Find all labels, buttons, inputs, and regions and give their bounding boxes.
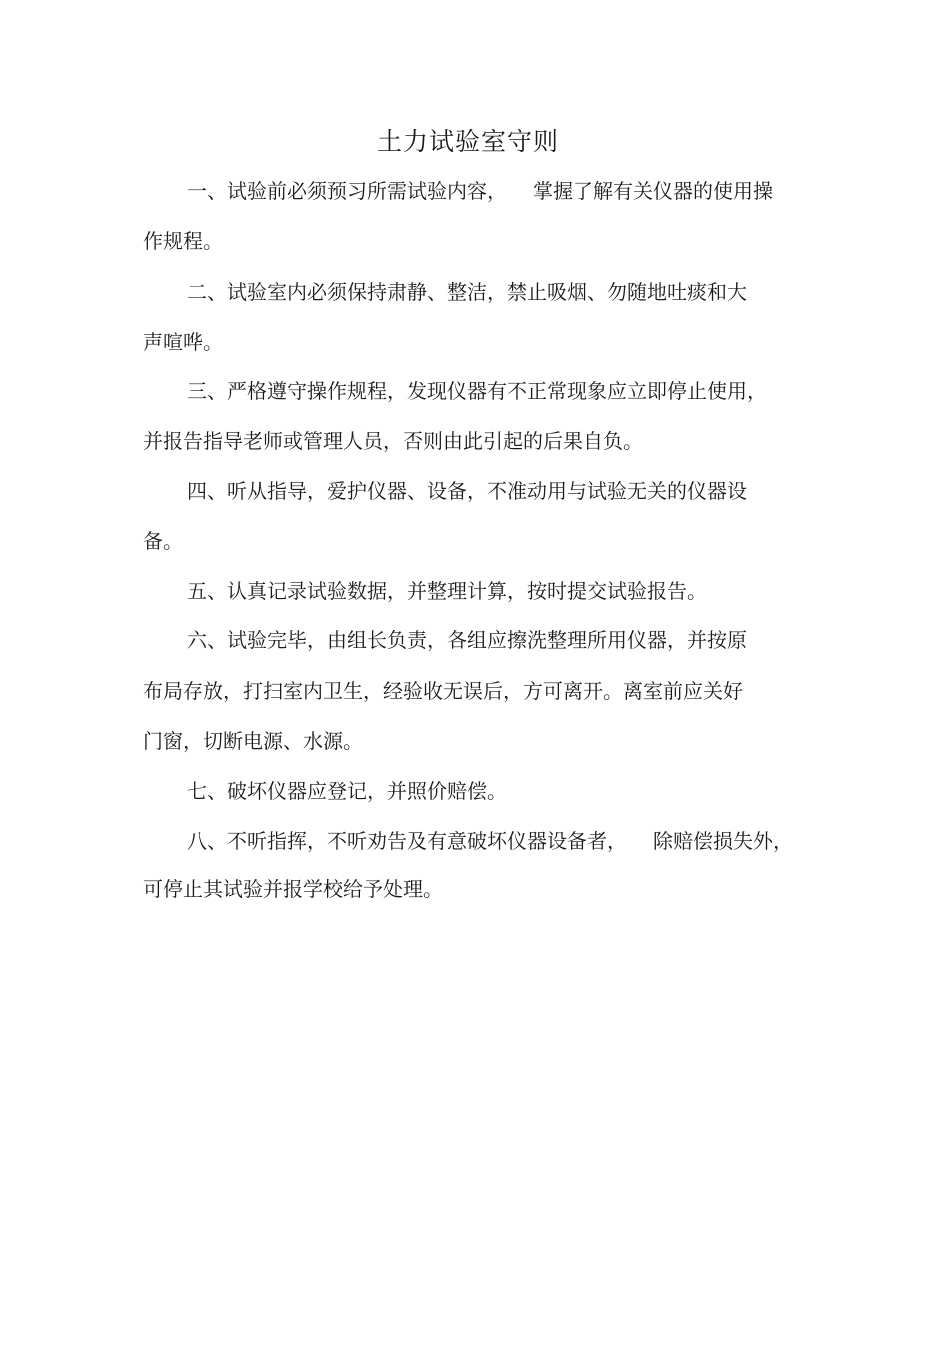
rule-2-line-1: 二、试验室内必须保持肃静、整洁，禁止吸烟、勿随地吐痰和大 (187, 280, 747, 304)
rule-4-line-2: 备。 (143, 529, 183, 553)
rule-4-line-1: 四、听从指导，爱护仪器、设备，不准动用与试验无关的仪器设 (187, 479, 747, 503)
document-title: 土力试验室守则 (376, 127, 559, 156)
rule-3-line-2: 并报告指导老师或管理人员，否则由此引起的后果自负。 (143, 429, 643, 453)
rule-3-line-1: 三、严格遵守操作规程，发现仪器有不正常现象应立即停止使用， (187, 379, 767, 403)
rule-6-line-1: 六、试验完毕，由组长负责，各组应擦洗整理所用仪器，并按原 (187, 628, 747, 652)
rule-7-line-1: 七、破坏仪器应登记，并照价赔偿。 (187, 779, 507, 803)
rule-8-line-2: 可停止其试验并报学校给予处理。 (143, 877, 443, 901)
rule-1-text-b: 掌握了解有关仪器的使用操 (533, 179, 773, 203)
rule-1-text-a: 一、试验前必须预习所需试验内容， (187, 179, 507, 203)
rule-6-line-2: 布局存放，打扫室内卫生，经验收无误后，方可离开。离室前应关好 (143, 679, 743, 703)
rule-8-text-b: 除赔偿损失外， (653, 829, 793, 853)
rule-6-line-3: 门窗，切断电源、水源。 (143, 729, 363, 753)
rule-2-line-2: 声喧哗。 (143, 330, 223, 354)
rule-1-line-1 (187, 176, 773, 206)
rule-8-text-a: 八、不听指挥，不听劝告及有意破坏仪器设备者， (187, 829, 627, 853)
rule-8-line-1 (187, 826, 793, 856)
rule-1-line-2: 作规程。 (143, 229, 223, 253)
rule-5-line-1: 五、认真记录试验数据，并整理计算，按时提交试验报告。 (187, 579, 707, 603)
